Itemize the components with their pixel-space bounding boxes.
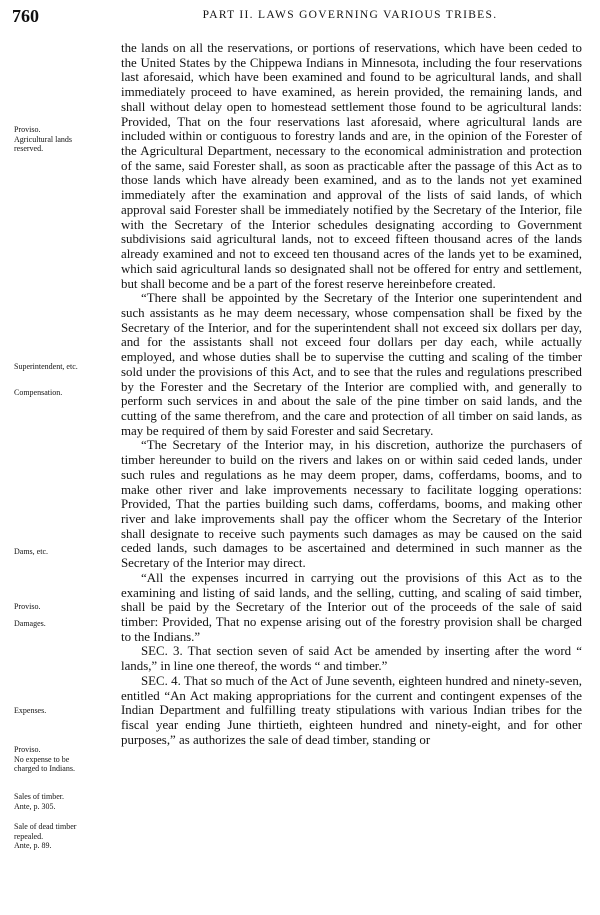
margin-note-line: Proviso.: [14, 745, 41, 754]
paragraph-dams: “The Secretary of the Interior may, in his discretion, authorize the purchasers of timber hereunder to build on the rivers and lakes on or within said ceded lands, under such rules and regulations as he may deem proper, dams, cofferdams, booms, and to make other river and lake improvements necessary to facilitate logging operations: Provided, That the parties building such dams, cofferdams, booms, and making other river and lake improvements shall pay the officer whom the Secretary of the Interior shall designate to receive such payments such damages as may be caused on the said ceded lands, such damages to be ascertained and determined in such manner as the Secretary of the Interior may direct.: [121, 438, 582, 571]
margin-note-sales-of-timber: [14, 792, 118, 811]
margin-note-proviso: [14, 602, 118, 612]
margin-note-line: repealed.: [14, 831, 44, 841]
margin-note-line: Damages.: [14, 619, 46, 628]
margin-note-line: Compensation.: [14, 388, 63, 397]
margin-note-dams: [14, 547, 118, 557]
margin-note-agricultural-lands: [14, 125, 118, 154]
body-text: [121, 41, 582, 748]
paragraph-superintendent: “There shall be appointed by the Secretary of the Interior one superintendent and such assistants as he may deem necessary, whose compensation shall be fixed by the Secretary of the Interior, and for the superintendent shall not exceed six dollars per day, and for the assistants shall not exceed four dollars per day each, while actually employed, and whose duties shall be to supervise the cutting and scaling of the timber sold under the provisions of this Act, and to see that the rules and regulations prescribed by the Forester and the Secretary of the Interior are complied with, and generally to perform such services in and about the sale of the pine timber on said lands, and the cutting of the same therefrom, and the care and protection of all timber on said lands, as may be required of them by said Forester and said Secretary.: [121, 291, 582, 438]
paragraph-expenses: “All the expenses incurred in carrying out the provisions of this Act as to the examining and listing of said lands, and the selling, cutting, and scaling of said timber, shall be paid by the Secretary of the Interior out of the proceeds of the sale of said timber: Provided, That no expense arising out of the forestry provision shall be charged to the Indians.”: [121, 570, 582, 644]
margin-note-line: Proviso.: [14, 125, 41, 134]
margin-note-line: Ante, p. 305.: [14, 801, 56, 811]
margin-note-line: reserved.: [14, 144, 44, 153]
margin-note-line: Sale of dead timber: [14, 822, 77, 831]
page-number: 760: [12, 6, 39, 26]
margin-note-no-expense: [14, 745, 118, 774]
margin-note-line: Agricultural lands: [14, 134, 72, 144]
margin-note-damages: [14, 619, 118, 629]
margin-note-line: charged to Indians.: [14, 764, 75, 773]
paragraph-section-3: SEC. 3. That section seven of said Act be amended by inserting after the word “ lands,” in line one thereof, the words “ and timber.”: [121, 644, 582, 674]
margin-notes: [0, 0, 112, 915]
margin-note-line: Proviso.: [14, 602, 41, 611]
margin-note-line: No expense to be: [14, 754, 70, 764]
paragraph-agricultural-lands: the lands on all the reservations, or portions of reservations, which have been ceded to the United States by the Chippewa Indians in Minnesota, including the four reservations last aforesaid, which have been examined and found to be agricultural lands, and shall immediately proceed to have examined, as herein provided, the remaining lands, and shall without delay open to homestead settlement those found to be agricultural lands: Provided, That on the four reservations last aforesaid, where agricultural lands are included within or contiguous to forestry lands and are, in the opinion of the Forester of the Agricultural Department, necessary to the economical administration and protection of the same, said Forester shall, as soon as practicable after the passage of this Act as to those lands which have already been examined, and as to the lands not yet examined immediately after the examination and approval of the lists of said lands, of which approval said Forester shall be immediately notified by the Secretary of the Interior, file with the Secretary of the Interior schedules designating according to Government subdivisions said agricultural lands, not to exceed fifteen thousand acres of the lands already examined and not to exceed ten thousand acres of the lands yet to be examined, which said agricultural lands so designated shall not be offered for entry and settlement, but shall become and be a part of the forest reserve hereinbefore created.: [121, 41, 582, 291]
margin-note-compensation: [14, 388, 118, 398]
margin-note-line: Expenses.: [14, 706, 47, 715]
margin-note-line: Ante, p. 89.: [14, 841, 52, 850]
margin-note-dead-timber: [14, 822, 118, 851]
margin-note-superintendent: [14, 362, 118, 372]
margin-note-line: Superintendent, etc.: [14, 362, 78, 371]
margin-note-expenses: [14, 706, 118, 716]
running-title: PART II. LAWS GOVERNING VARIOUS TRIBES.: [202, 9, 498, 21]
paragraph-section-4: SEC. 4. That so much of the Act of June seventh, eighteen hundred and ninety-seven, entitled “An Act making appropriations for the current and contingent expenses of the Indian Department and fulfilling treaty stipulations with various Indian tribes for the fiscal year ending June thirtieth, eighteen hundred and ninety-eight, and for other purposes,” as authorizes the sale of dead timber, standing or: [121, 673, 582, 747]
margin-note-line: Dams, etc.: [14, 547, 48, 556]
margin-note-line: Sales of timber.: [14, 792, 64, 801]
